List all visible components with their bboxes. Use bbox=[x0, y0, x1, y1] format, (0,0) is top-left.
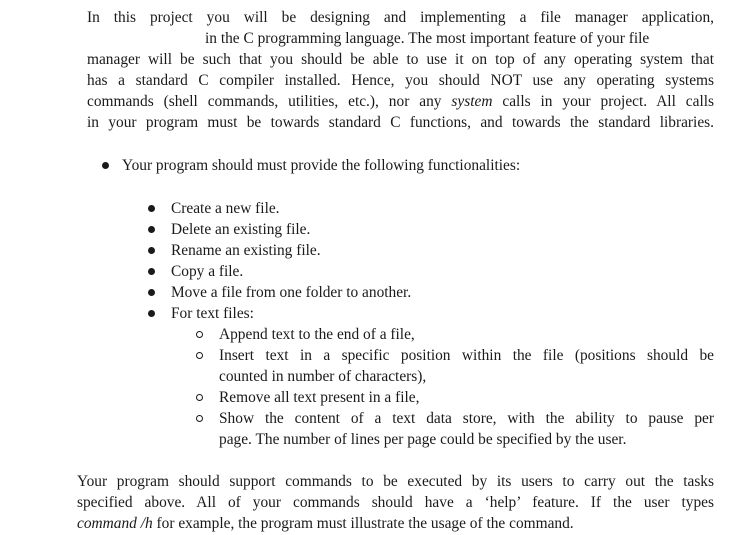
sub-list-item-text bbox=[219, 345, 714, 387]
sub-list-item-text bbox=[219, 408, 714, 450]
sub-list-item bbox=[196, 345, 714, 387]
command-example: command /h bbox=[77, 514, 153, 532]
sub-list-item bbox=[196, 408, 714, 450]
intro-line-4: has a standard C compiler installed. Hence, you should NOT use any operating systems bbox=[87, 71, 714, 89]
intro-line-1: In this project you will be designing and implementing a file manager application, bbox=[87, 9, 714, 26]
sub-list-item-text: Append text to the end of a file, bbox=[219, 326, 415, 343]
bullet-dot-icon bbox=[148, 268, 155, 275]
list-item-text: Create a new file. bbox=[171, 200, 280, 217]
sub-list-item-line-1: Show the content of a text data store, with the ability to pause per bbox=[219, 410, 714, 427]
outro-line-1: Your program should support commands to be executed by its users to carry out the tasks bbox=[77, 473, 714, 490]
hollow-bullet-icon bbox=[196, 394, 203, 401]
sub-list-item-line-2: counted in number of characters), bbox=[219, 368, 427, 385]
sub-list-item-line-2: page. The number of lines per page could be specified by the user. bbox=[219, 431, 627, 448]
bullet-dot-icon bbox=[102, 162, 109, 169]
sub-list-item-line-1: Insert text in a specific position within the file (positions should be bbox=[219, 347, 714, 364]
intro-line-5 bbox=[87, 92, 714, 113]
system-emphasis: system bbox=[451, 92, 493, 110]
list-item-text: Rename an existing file. bbox=[171, 242, 321, 260]
sub-list-item bbox=[196, 387, 714, 408]
list-item-text: For text files: bbox=[171, 305, 254, 323]
intro-paragraph bbox=[87, 8, 714, 133]
text-file-operations-list bbox=[196, 324, 714, 450]
outro-line-3 bbox=[77, 514, 714, 535]
bullet-dot-icon bbox=[148, 289, 155, 296]
sub-list-item-text: Remove all text present in a file, bbox=[219, 389, 420, 406]
hollow-bullet-icon bbox=[196, 331, 203, 338]
outro-paragraph bbox=[77, 472, 714, 535]
outro-line-2: specified above. All of your commands should have a ‘help’ feature. If the user types bbox=[77, 493, 714, 511]
list-item-text: Delete an existing file. bbox=[171, 221, 311, 239]
bullet-dot-icon bbox=[148, 247, 155, 254]
main-bullet-text: Your program should must provide the following functionalities: bbox=[122, 157, 521, 174]
hollow-bullet-icon bbox=[196, 415, 203, 422]
bullet-dot-icon bbox=[148, 226, 155, 233]
bullet-dot-icon bbox=[148, 310, 155, 317]
outro-line-3-end: for example, the program must illustrate the usage of the command. bbox=[152, 514, 574, 532]
intro-line-5-end: calls in your project. All calls bbox=[492, 92, 714, 110]
hollow-bullet-icon bbox=[196, 352, 203, 359]
list-item-text: Copy a file. bbox=[171, 263, 244, 281]
sub-list-item bbox=[196, 324, 714, 345]
list-item-text: Move a file from one folder to another. bbox=[171, 284, 412, 302]
intro-line-5-start: commands (shell commands, utilities, etc.), nor any bbox=[87, 92, 452, 110]
intro-line-2: in the C programming language. The most important feature of your file bbox=[205, 29, 650, 47]
bullet-dot-icon bbox=[148, 205, 155, 212]
intro-line-3: manager will be such that you should be able to use it on top of any operating system that bbox=[87, 50, 714, 68]
intro-line-6: in your program must be towards standard C functions, and towards the standard libraries. bbox=[87, 113, 714, 131]
